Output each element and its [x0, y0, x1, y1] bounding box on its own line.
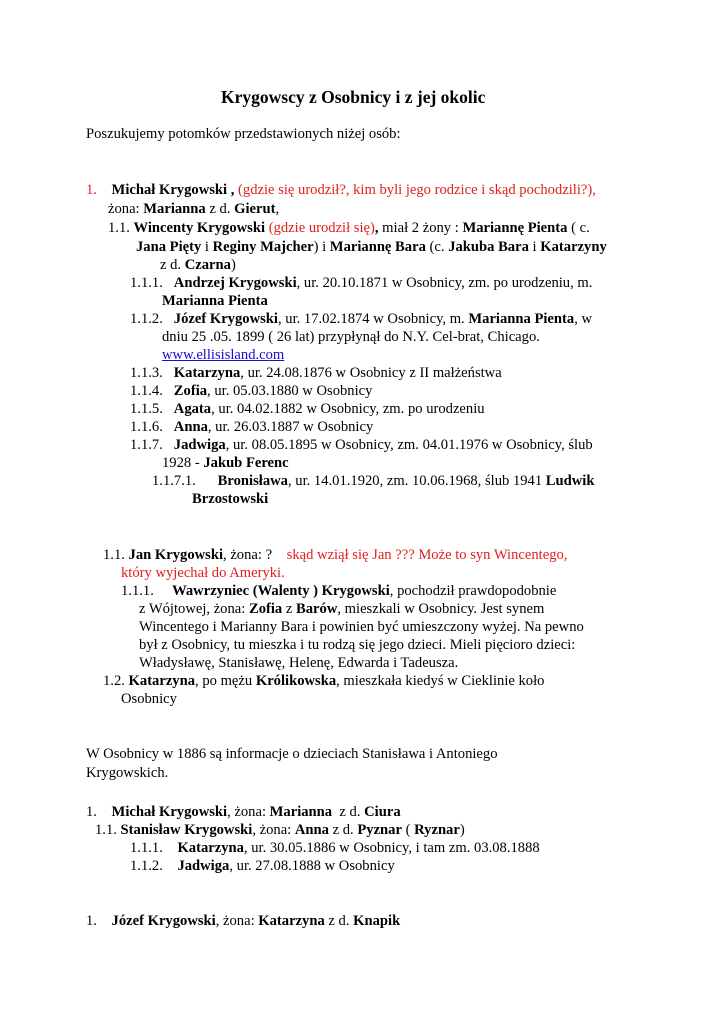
s3-line-1: 1. Michał Krygowski, żona: Marianna z d. Ciura: [86, 804, 401, 820]
s1-line-18: [192, 490, 268, 508]
person-name: Mariannę Pienta: [462, 220, 568, 236]
person-name: Marianna: [143, 201, 206, 217]
ellis-island-link[interactable]: www.ellisisland.com: [162, 347, 285, 363]
person-name: Anna: [294, 822, 329, 838]
person-name: Jakub Ferenc: [203, 455, 289, 471]
s1-line-16: 1928 - Jakub Ferenc: [162, 455, 289, 471]
person-name: Wincenty Krygowski: [133, 220, 266, 236]
person-name: Mariannę Bara: [329, 239, 426, 255]
person-name: Czarna: [184, 257, 231, 273]
s1-line-6: 1.1.1. Andrzej Krygowski, ur. 20.10.1871 w Osobnicy, zm. po urodzeniu, m.: [130, 275, 593, 291]
person-name: Ryznar: [414, 822, 460, 838]
s1-line-14: 1.1.6. Anna, ur. 26.03.1887 w Osobnicy: [130, 419, 374, 435]
person-name: Pyznar: [357, 822, 402, 838]
person-name: Anna: [173, 419, 208, 435]
person-name: Andrzej Krygowski: [173, 275, 297, 291]
person-name: Jakuba Bara: [448, 239, 529, 255]
s1-line-2: żona: Marianna z d. Gierut,: [108, 201, 280, 217]
s1-line-9: dniu 25 .05. 1899 ( 26 lat) przypłynął do N.Y. Cel-brat, Chicago.: [162, 329, 540, 345]
s3-line-2: 1.1. Stanisław Krygowski, żona: Anna z d. Pyznar ( Ryznar): [95, 822, 465, 838]
s3-line-3: 1.1.1. Katarzyna, ur. 30.05.1886 w Osobnicy, i tam zm. 03.08.1888: [130, 840, 540, 856]
person-name: Ciura: [364, 804, 401, 820]
s2-line-5: Wincentego i Marianny Bara i powinien być umieszczony wyżej. Na pewno: [139, 619, 584, 635]
person-name: Stanisław Krygowski: [120, 822, 253, 838]
person-name: Józef Krygowski: [173, 311, 278, 327]
s1-line-1: [86, 181, 596, 199]
person-name: Bronisława: [217, 473, 288, 489]
list-number: 1.: [86, 182, 97, 198]
person-name: Ludwik: [545, 473, 595, 489]
person-name: Józef Krygowski: [111, 913, 216, 929]
person-name: Jadwiga: [177, 858, 230, 874]
person-name: Michał Krygowski ,: [111, 182, 235, 198]
s1-line-8: 1.1.2. Józef Krygowski, ur. 17.02.1874 w Osobnicy, m. Marianna Pienta, w: [130, 311, 593, 327]
s1-line-10: [162, 346, 284, 364]
s3-line-4: 1.1.2. Jadwiga, ur. 27.08.1888 w Osobnicy: [130, 858, 395, 874]
s1-line-13: 1.1.5. Agata, ur. 04.02.1882 w Osobnicy, zm. po urodzeniu: [130, 401, 485, 417]
s2-line-3: 1.1.1. Wawrzyniec (Walenty ) Krygowski, pochodził prawdopodobnie: [121, 583, 557, 599]
intro-text: Poszukujemy potomków przedstawionych niżej osób:: [86, 126, 401, 142]
question-text: skąd wziął się Jan ??? Może to syn Wincentego,: [286, 547, 568, 563]
s4-line-1: 1. Józef Krygowski, żona: Katarzyna z d. Knapik: [86, 913, 401, 929]
question-text: (gdzie urodził się): [268, 220, 375, 236]
person-name: Marianna Pienta: [468, 311, 575, 327]
person-name: Jadwiga: [173, 437, 226, 453]
s2-line-4: z Wójtowej, żona: Zofia z Barów, mieszkali w Osobnicy. Jest synem: [139, 601, 545, 617]
s1-line-12: 1.1.4. Zofia, ur. 05.03.1880 w Osobnicy: [130, 383, 373, 399]
person-name: Królikowska: [255, 673, 337, 689]
s2-line-9: Osobnicy: [121, 691, 177, 707]
s3-paragraph-2: Krygowskich.: [86, 765, 169, 781]
s2-line-6: był z Osobnicy, tu mieszka i tu rodzą się jego dzieci. Mieli pięcioro dzieci:: [139, 637, 576, 653]
person-name: Barów: [296, 601, 338, 617]
s1-line-5: z d. Czarna): [160, 257, 236, 273]
person-name: Agata: [173, 401, 212, 417]
person-name: Wawrzyniec (Walenty ) Krygowski: [172, 583, 390, 599]
person-name: Jan Krygowski: [128, 547, 224, 563]
person-name: Reginy Majcher: [212, 239, 314, 255]
s2-line-2: [121, 564, 285, 582]
s1-line-15: 1.1.7. Jadwiga, ur. 08.05.1895 w Osobnicy, zm. 04.01.1976 w Osobnicy, ślub: [130, 437, 593, 453]
person-name: Marianna Pienta: [162, 293, 268, 309]
s2-line-1: 1.1. Jan Krygowski, żona: ? skąd wziął się Jan ??? Może to syn Wincentego,: [103, 547, 568, 563]
s2-line-7: Władysławę, Stanisławę, Helenę, Edwarda i Tadeusza.: [139, 655, 459, 671]
s1-line-17: 1.1.7.1. Bronisława, ur. 14.01.1920, zm. 10.06.1968, ślub 1941 Ludwik: [152, 473, 595, 489]
s1-line-7: [162, 292, 268, 310]
person-name: Knapik: [353, 913, 401, 929]
person-name: Katarzyna: [258, 913, 325, 929]
page-title: Krygowscy z Osobnicy i z jej okolic: [221, 87, 486, 107]
s1-line-3: 1.1. Wincenty Krygowski (gdzie urodził się), miał 2 żony : Mariannę Pienta ( c.: [108, 220, 590, 236]
s2-line-8: 1.2. Katarzyna, po mężu Królikowska, mieszkała kiedyś w Cieklinie koło: [103, 673, 545, 689]
person-name: Zofia: [173, 383, 208, 399]
question-text: który wyjechał do Ameryki.: [121, 565, 285, 581]
s3-paragraph-1: W Osobnicy w 1886 są informacje o dzieciach Stanisława i Antoniego: [86, 746, 498, 762]
person-name: Katarzyna: [177, 840, 244, 856]
person-name: Michał Krygowski: [111, 804, 228, 820]
person-name: Brzostowski: [192, 491, 269, 507]
question-text: (gdzie się urodził?, kim byli jego rodzice i skąd pochodzili?),: [238, 182, 596, 198]
person-name: Marianna: [269, 804, 333, 820]
person-name: Jana Pięty: [136, 239, 202, 255]
person-name: Katarzyny: [540, 239, 607, 255]
person-name: Gierut: [234, 201, 276, 217]
person-name: Katarzyna: [128, 673, 196, 689]
s1-line-11: 1.1.3. Katarzyna, ur. 24.08.1876 w Osobnicy z II małżeństwa: [130, 365, 502, 381]
person-name: Katarzyna: [173, 365, 241, 381]
person-name: Zofia: [248, 601, 283, 617]
s1-line-4: Jana Pięty i Reginy Majcher) i Mariannę Bara (c. Jakuba Bara i Katarzyny: [136, 239, 607, 255]
